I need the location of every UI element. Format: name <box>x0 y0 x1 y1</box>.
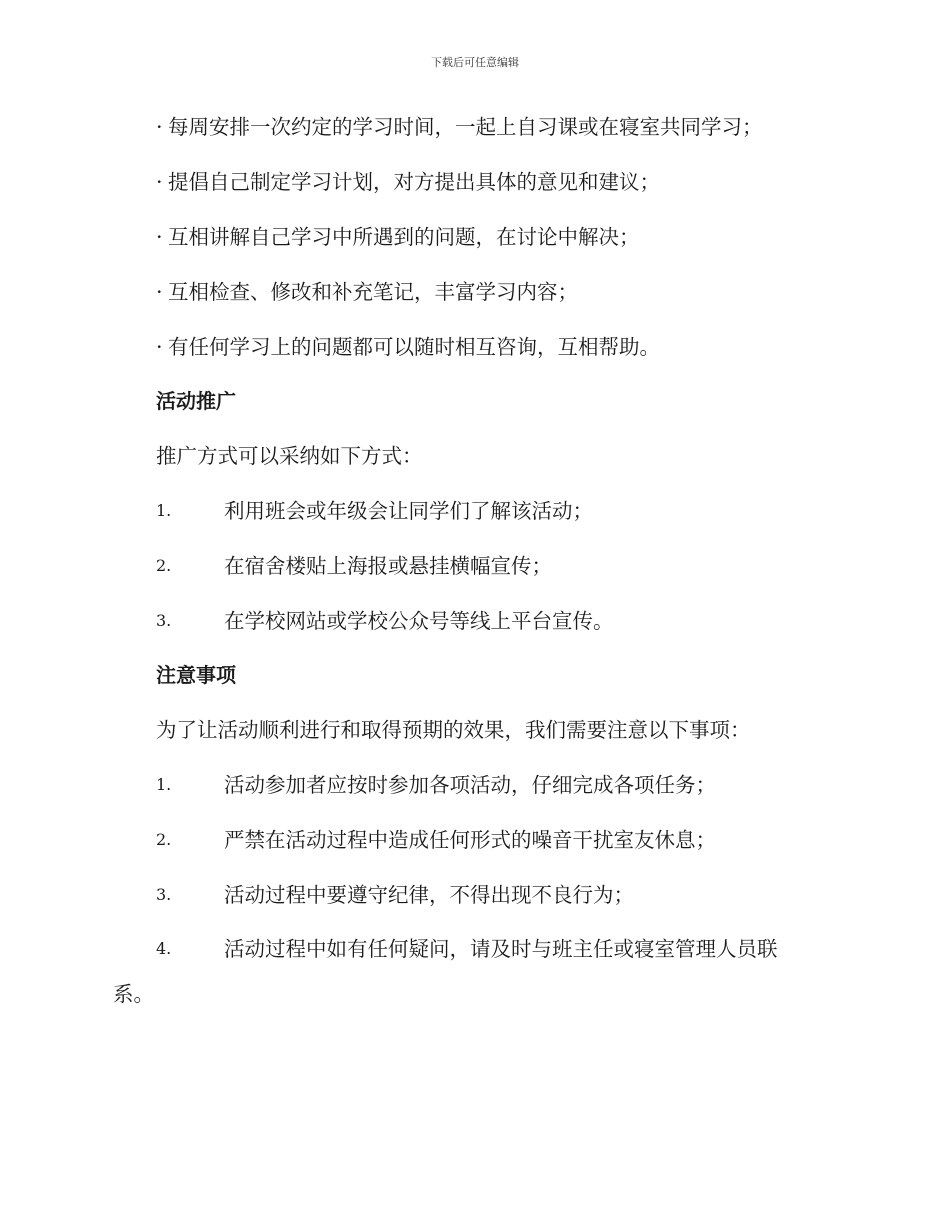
bullet-symbol: · <box>156 280 163 304</box>
bullet-text: 提倡自己制定学习计划，对方提出具体的意见和建议； <box>168 170 660 194</box>
bullet-item <box>156 167 660 197</box>
numbered-item-text: 严禁在活动过程中造成任何形式的噪音干扰室友休息； <box>224 828 716 852</box>
bullet-text: 有任何学习上的问题都可以随时相互咨询，互相帮助。 <box>168 335 660 359</box>
numbered-item-text: 在宿舍楼贴上海报或悬挂横幅宣传； <box>224 554 552 578</box>
numbered-item-continuation: 系。 <box>113 982 154 1006</box>
bullet-symbol: · <box>156 225 163 249</box>
bullet-text: 互相检查、修改和补充笔记，丰富学习内容； <box>168 280 578 304</box>
numbered-item-number: 3. <box>156 885 172 904</box>
notes-intro: 为了让活动顺利进行和取得预期的效果，我们需要注意以下事项： <box>156 718 751 742</box>
page-header: 下载后可任意编辑 <box>431 56 519 69</box>
numbered-item-number: 1. <box>156 775 172 794</box>
numbered-item-text: 利用班会或年级会让同学们了解该活动； <box>224 499 593 523</box>
bullet-item <box>156 112 763 142</box>
numbered-item-text: 活动过程中要遵守纪律，不得出现不良行为； <box>224 883 634 907</box>
bullet-text: 每周安排一次约定的学习时间，一起上自习课或在寝室共同学习； <box>168 115 763 139</box>
bullet-symbol: · <box>156 170 163 194</box>
bullet-item <box>156 277 578 307</box>
numbered-item-text: 在学校网站或学校公众号等线上平台宣传。 <box>224 609 614 633</box>
numbered-item-number: 3. <box>156 611 172 630</box>
bullet-symbol: · <box>156 335 163 359</box>
numbered-item-number: 2. <box>156 556 172 575</box>
promo-intro: 推广方式可以采纳如下方式： <box>156 444 423 468</box>
numbered-item-text: 活动过程中如有任何疑问，请及时与班主任或寝室管理人员联 <box>224 937 778 961</box>
section-heading-promo: 活动推广 <box>156 389 236 413</box>
bullet-text: 互相讲解自己学习中所遇到的问题，在讨论中解决； <box>168 225 640 249</box>
bullet-item <box>156 222 640 252</box>
numbered-item-number: 1. <box>156 501 172 520</box>
numbered-item-text: 活动参加者应按时参加各项活动，仔细完成各项任务； <box>224 773 716 797</box>
bullet-item <box>156 332 660 362</box>
section-heading-notes: 注意事项 <box>156 663 236 687</box>
numbered-item-number: 4. <box>156 939 172 958</box>
bullet-symbol: · <box>156 115 163 139</box>
numbered-item-number: 2. <box>156 830 172 849</box>
